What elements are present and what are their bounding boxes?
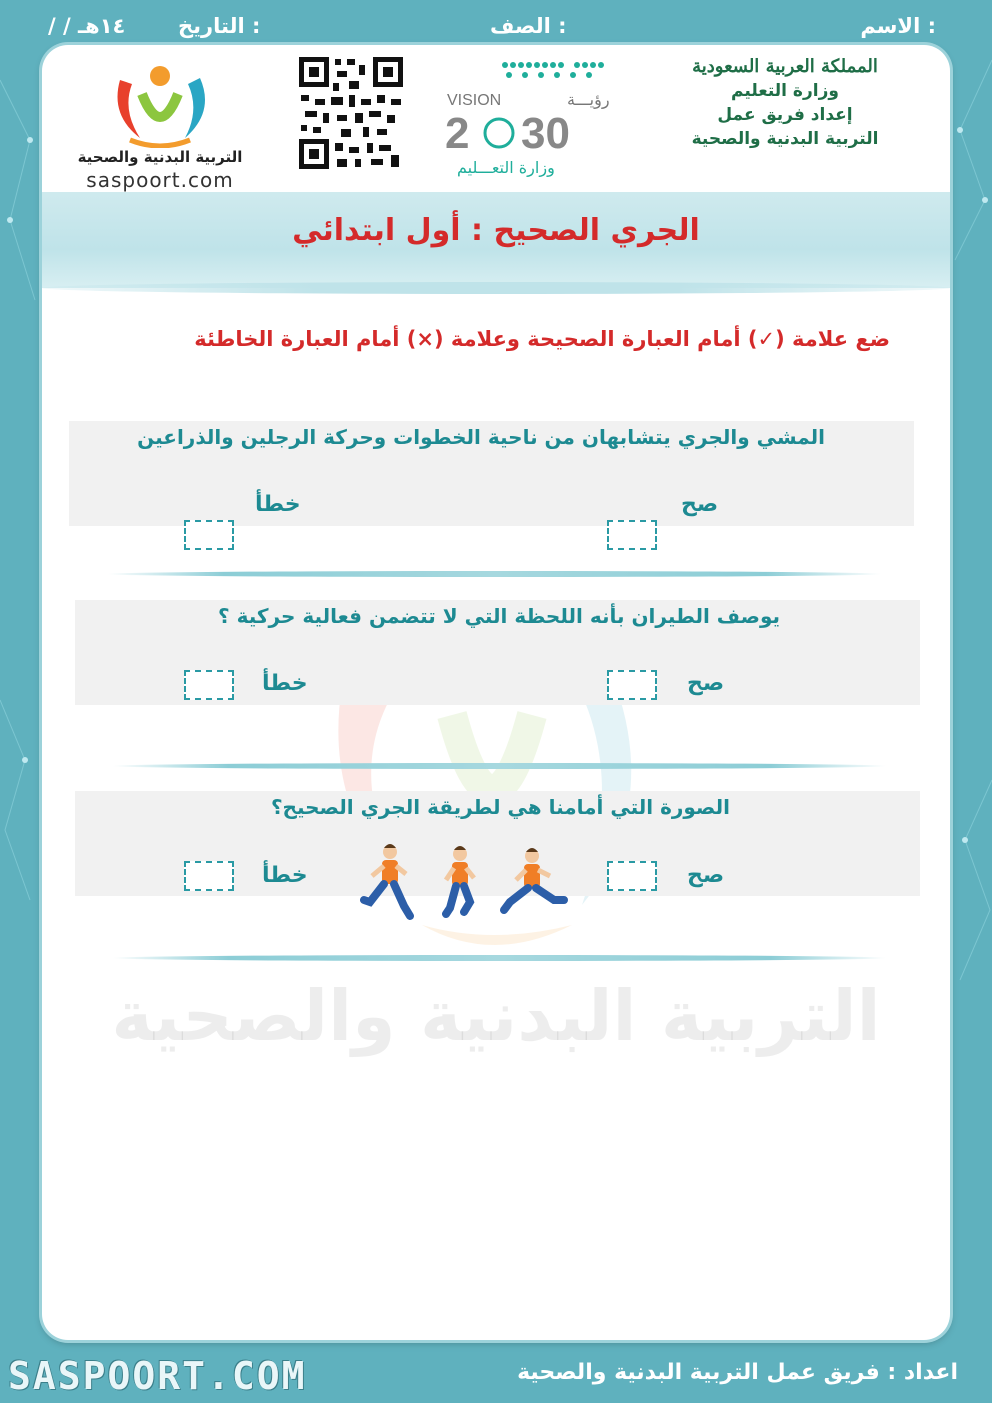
ministry-name: وزارة التعليم bbox=[731, 81, 839, 101]
runner-icon bbox=[446, 846, 474, 914]
site-logo-icon bbox=[60, 60, 260, 148]
question-3-false-box[interactable] bbox=[184, 861, 234, 891]
worksheet-page bbox=[42, 45, 950, 1340]
divider bbox=[112, 955, 887, 961]
header-fields bbox=[0, 6, 992, 46]
site-logo bbox=[60, 60, 260, 190]
site-logo-domain: saspoort.com bbox=[86, 168, 234, 192]
vision-word: VISION bbox=[447, 92, 502, 109]
page-title: الجري الصحيح : أول ابتدائي bbox=[292, 213, 700, 248]
site-logo-name: التربية البدنية والصحية bbox=[77, 148, 243, 166]
kingdom-name: المملكة العربية السعودية bbox=[692, 56, 878, 77]
qr-code-icon bbox=[297, 55, 405, 171]
runner-icon bbox=[504, 848, 564, 910]
question-1-true-label: صح bbox=[681, 492, 719, 517]
footer-brand: SASPOORT.COM bbox=[8, 1354, 307, 1398]
watermark-text: التربية البدنية والصحية bbox=[111, 975, 881, 1057]
name-label: الاسم : bbox=[860, 14, 936, 38]
class-label: الصف : bbox=[490, 14, 567, 38]
prepared-by: إعداد فريق عمل bbox=[717, 105, 853, 125]
question-2-true-box[interactable] bbox=[607, 670, 657, 700]
question-2-text: يوصف الطيران بأنه اللحظة التي لا تتضمن فعالية حركية ؟ bbox=[218, 604, 780, 628]
question-3-true-box[interactable] bbox=[607, 861, 657, 891]
ministry-header bbox=[670, 55, 900, 151]
date-label: التاريخ : bbox=[178, 14, 261, 38]
divider bbox=[107, 571, 882, 577]
question-3-text: الصورة التي أمامنا هي لطريقة الجري الصحيح؟ bbox=[270, 795, 730, 819]
vision-2030-logo bbox=[437, 53, 617, 178]
vision-year-end: 30 bbox=[521, 109, 570, 158]
question-3-true-label: صح bbox=[687, 863, 725, 888]
question-1-true-box[interactable] bbox=[607, 520, 657, 550]
vision-word-ar: رؤيـــة bbox=[567, 90, 610, 109]
vision-ministry-ar: وزارة التعـــليم bbox=[457, 158, 555, 177]
question-1-text: المشي والجري يتشابهان من ناحية الخطوات وحركة الرجلين والذراعين bbox=[137, 425, 825, 449]
question-3-false-label: خطأ bbox=[262, 863, 308, 888]
date-value: / / ١٤هـ bbox=[48, 14, 126, 38]
runner-icon bbox=[364, 844, 410, 916]
instruction-text: ضع علامة (✓) أمام العبارة الصحيحة وعلامة (×) أمام العبارة الخاطئة bbox=[194, 327, 890, 351]
divider bbox=[112, 763, 887, 769]
question-2-true-label: صح bbox=[687, 671, 725, 696]
footer bbox=[0, 1350, 992, 1400]
department-name: التربية البدنية والصحية bbox=[691, 129, 879, 149]
question-1-false-box[interactable] bbox=[184, 520, 234, 550]
runner-figures bbox=[360, 840, 570, 940]
question-2-false-label: خطأ bbox=[262, 671, 308, 696]
question-2-false-box[interactable] bbox=[184, 670, 234, 700]
vision-year-start: 2 bbox=[445, 109, 470, 158]
question-1-false-label: خطأ bbox=[255, 492, 301, 517]
footer-credit: اعداد : فريق عمل التربية البدنية والصحية bbox=[517, 1360, 958, 1385]
